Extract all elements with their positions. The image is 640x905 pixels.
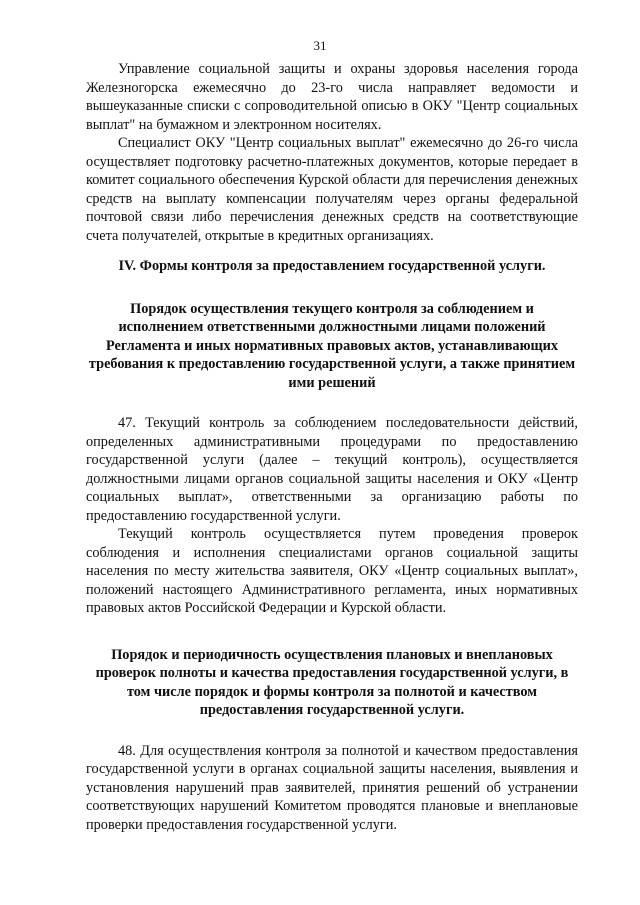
paragraph-48-inspections: 48. Для осуществления контроля за полнотой и качеством предоставления государственной услуги в органах социальной защиты населения, выявления и установления нарушений прав заявителей, принятия решений об устранении соответствующих нарушений Комитетом проводятся плановые и внеплановые проверки предоставления государственной услуги. bbox=[86, 742, 578, 833]
paragraph-current-control-method: Текущий контроль осуществляется путем проведения проверок соблюдения и исполнения специалистами органов социальной защиты населения по месту жительства заявителя, ОКУ «Центр социальных выплат», положений настоящего Административного регламента, иных нормативных правовых актов Российской Федерации и Курской области. bbox=[86, 526, 578, 616]
paragraph-specialist-payments: Специалист ОКУ "Центр социальных выплат" ежемесячно до 26-го числа осуществляет подготовку расчетно-платежных документов, которые передает в комитет социального обеспечения Курской области для перечисления денежных средств на выплату компенсации получателям через органы федеральной почтовой связи либо перечисления денежных средств на соответствующие счета получателей, открытые в кредитных организациях. bbox=[86, 135, 578, 244]
page-number: 31 bbox=[313, 38, 327, 53]
subheading-current-control: Порядок осуществления текущего контроля за соблюдением и исполнением ответственными должностными лицами положений Регламента и иных нормативных правовых актов, устанавливающих требования к предоставлению государственной услуги, а также принятием ими решений bbox=[88, 300, 576, 391]
subheading-inspections-order: Порядок и периодичность осуществления плановых и внеплановых проверок полноты и качества предоставления государственной услуги, в том числе порядок и формы контроля за полнотой и качеством предоставления государственной услуги. bbox=[95, 646, 569, 718]
page-content bbox=[86, 60, 578, 834]
section-heading-control-forms: IV. Формы контроля за предоставлением государственной услуги. bbox=[118, 258, 546, 274]
paragraph-social-protection-dept: Управление социальной защиты и охраны здоровья населения города Железногорска ежемесячно до 23-го числа направляет ведомости и вышеуказанные списки с сопроводительной описью в ОКУ "Центр социальных выплат" на бумажном и электронном носителях. bbox=[86, 61, 578, 133]
paragraph-47-current-control: 47. Текущий контроль за соблюдением последовательности действий, определенных административными процедурами по предоставлению государственной услуги (далее – текущий контроль), осуществляется должностными лицами органов социальной защиты населения и ОКУ «Центр социальных выплат», ответственными за организацию работы по предоставлению государственной услуги. bbox=[86, 415, 578, 524]
